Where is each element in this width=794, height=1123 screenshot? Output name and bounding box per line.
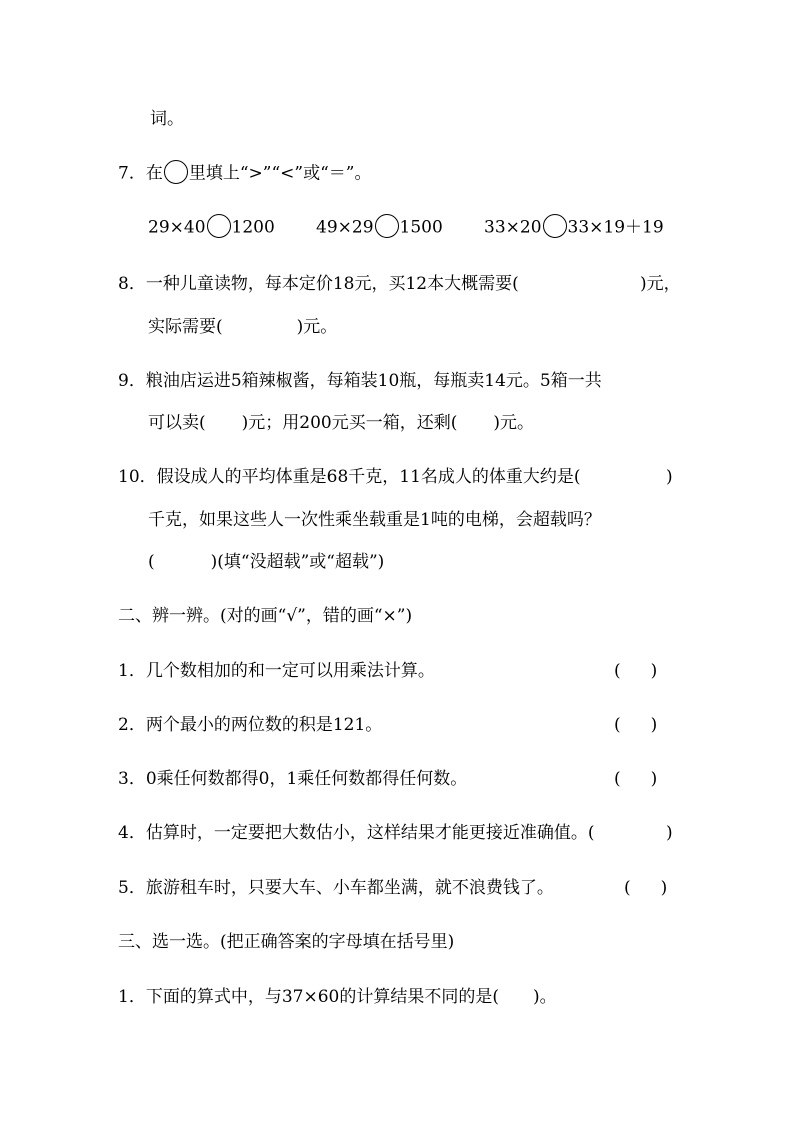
question-number: 1． [118, 987, 146, 1007]
answer-paren-close: ) [666, 823, 673, 843]
compare-circle[interactable] [375, 214, 399, 238]
question-text: ) [666, 467, 673, 487]
item-number: 5． [118, 878, 146, 898]
question-text: 下面的算式中，与37×60的计算结果不同的是( [145, 987, 499, 1007]
judge-item-5 [118, 877, 554, 899]
question-8-line-1 [118, 273, 519, 295]
judge-item-3 [118, 768, 467, 790]
compare-circle[interactable] [164, 160, 188, 184]
section-title: 二、辨一辨。(对的画“√”，错的画“×”) [118, 606, 413, 626]
item-text: 几个数相加的和一定可以用乘法计算。 [145, 661, 435, 681]
judge-item-1 [118, 660, 435, 682]
judge-item-4-answer[interactable] [666, 822, 673, 844]
question-text: 里填上“>”“<”或“＝”。 [188, 163, 372, 184]
section-heading-choose [118, 931, 454, 953]
judge-item-2-answer[interactable] [614, 714, 657, 736]
answer-paren-open: ( [614, 661, 621, 681]
question-text: 千克，如果这些人一次性乘坐载重是1吨的电梯，会超载吗？ [148, 510, 601, 530]
question-text: ( [148, 552, 155, 572]
question-text: 粮油店运进5箱辣椒酱，每箱装10瓶，每瓶卖14元。5箱一共 [145, 371, 602, 391]
item-text: 旅游租车时，只要大车、小车都坐满，就不浪费钱了。 [145, 878, 554, 898]
section-heading-judge [118, 605, 412, 627]
expr-left: 33×20 [484, 217, 542, 238]
question-10-line-3 [148, 551, 384, 573]
question-text: 假设成人的平均体重是68千克，11名成人的体重大约是( [156, 467, 581, 487]
item-number: 3． [118, 769, 146, 789]
question-9-line-2 [148, 412, 534, 434]
answer-paren-open: ( [614, 715, 621, 735]
question-10-line-2 [148, 509, 601, 531]
question-text: 一种儿童读物，每本定价18元，买12本大概需要( [145, 274, 519, 294]
question-8-blank-close [640, 273, 681, 295]
question-text: )。 [532, 987, 557, 1007]
answer-paren-open: ( [624, 878, 631, 898]
question-number: 7． [118, 163, 146, 184]
question-text: 在 [145, 163, 163, 184]
expr-right: 1500 [399, 217, 443, 238]
question-10-blank-close [666, 466, 673, 488]
q7-expression-3 [484, 216, 664, 240]
item-text: 两个最小的两位数的积是121。 [145, 715, 383, 735]
answer-paren-close: ) [650, 661, 658, 681]
judge-item-2 [118, 714, 382, 736]
expr-right: 1200 [231, 217, 275, 238]
carry-over-text [150, 108, 184, 130]
section-title: 三、选一选。(把正确答案的字母填在括号里) [118, 932, 455, 952]
expr-left: 29×40 [148, 217, 206, 238]
judge-item-4 [118, 822, 594, 844]
choose-question-1 [118, 986, 557, 1008]
judge-item-1-answer[interactable] [614, 660, 657, 682]
expr-right: 33×19＋19 [567, 217, 664, 238]
question-text: 实际需要( [148, 317, 223, 337]
compare-circle[interactable] [543, 214, 567, 238]
question-text: )元。 [493, 413, 534, 433]
question-number: 10． [118, 467, 157, 487]
question-7 [118, 162, 371, 186]
question-text: )(填“没超载”或“超载”) [210, 552, 385, 572]
question-8-line-2 [148, 316, 337, 338]
question-text: )元， [640, 274, 681, 294]
compare-circle[interactable] [207, 214, 231, 238]
answer-paren-close: ) [650, 715, 658, 735]
item-text: 估算时，一定要把大数估小，这样结果才能更接近准确值。( [145, 823, 595, 843]
item-number: 2． [118, 715, 146, 735]
item-number: 4． [118, 823, 146, 843]
question-9-line-1 [118, 370, 602, 392]
expr-left: 49×29 [316, 217, 374, 238]
question-text: 可以卖( [148, 413, 206, 433]
item-text: 0乘任何数都得0，1乘任何数都得任何数。 [145, 769, 468, 789]
answer-paren-close: ) [660, 878, 668, 898]
carry-over-word: 词。 [150, 109, 184, 129]
question-text: )元。 [296, 317, 338, 337]
answer-paren-open: ( [614, 769, 621, 789]
question-10-line-1 [118, 466, 581, 488]
q7-expression-1 [148, 216, 275, 240]
question-text: )元；用200元买一箱，还剩( [241, 413, 458, 433]
q7-expression-2 [316, 216, 443, 240]
question-number: 9． [118, 371, 146, 391]
answer-paren-close: ) [650, 769, 658, 789]
question-number: 8． [118, 274, 146, 294]
judge-item-3-answer[interactable] [614, 768, 657, 790]
judge-item-5-answer[interactable] [624, 877, 667, 899]
item-number: 1． [118, 661, 146, 681]
